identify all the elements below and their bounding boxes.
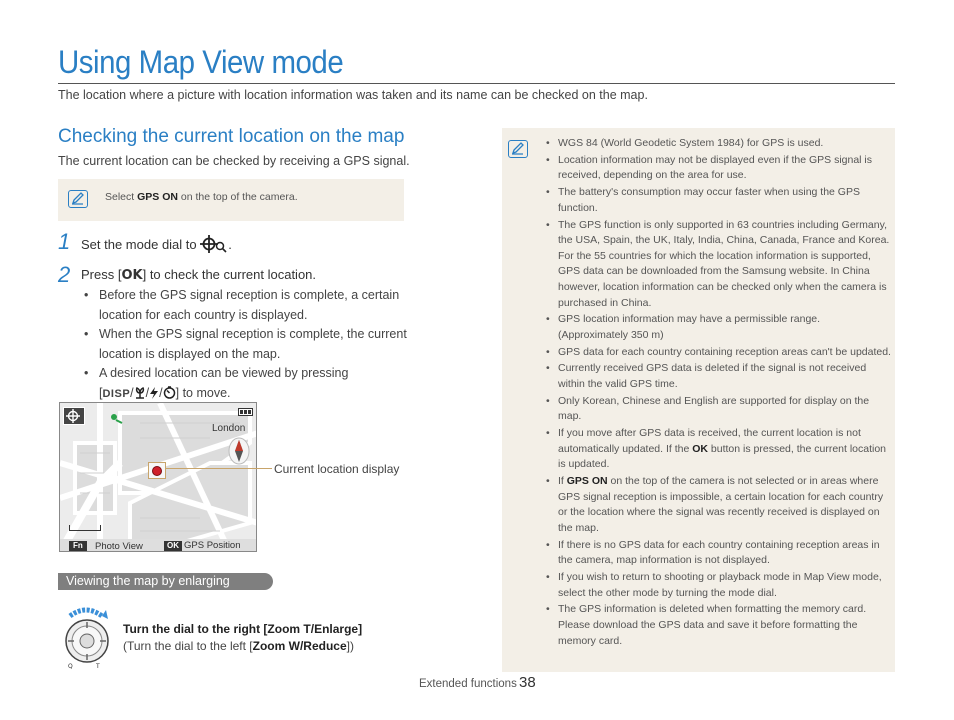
page-title: Using Map View mode [58, 44, 344, 80]
list-item: • The GPS function is only supported in 63 countries including Germany, the USA, Spain, the UK, Italy, India, China, Canada, France and Korea. For the 55 countries for which the location information is supported, GPS data can be downloaded from the Samsung website. In China however, location information can be checked only when the camera is purchased in China. [546, 218, 891, 312]
section-description: The current location can be checked by receiving a GPS signal. [58, 154, 410, 168]
note-box [58, 179, 404, 221]
list-item: • Location information may not be displayed even if the GPS signal is received, depending on the area for use. [546, 153, 891, 184]
svg-text:Q: Q [68, 663, 73, 670]
note-pencil-icon [508, 140, 528, 158]
title-divider [58, 83, 895, 84]
current-location-marker [148, 462, 166, 479]
step-2-number: 2 [58, 262, 71, 287]
zoom-instruction-reverse: (Turn the dial to the left [Zoom W/Reduce]) [123, 639, 354, 653]
ok-key-screen: OK [164, 541, 182, 551]
list-item: • GPS data for each country containing reception areas can't be updated. [546, 345, 891, 361]
map-mode-icon [63, 407, 85, 425]
ok-label: GPS Position [184, 540, 241, 551]
callout-line [165, 468, 272, 469]
list-item: • GPS location information may have a permissible range. (Approximately 350 m) [546, 312, 891, 343]
list-item: • If you move after GPS data is received, the current location is not automatically updated. If the OK button is pressed, the current location is updated. [546, 426, 891, 473]
list-item: • When the GPS signal reception is complete, the current location is displayed on the map. [84, 325, 424, 364]
battery-icon [238, 408, 253, 416]
list-item: • The battery's consumption may occur faster when using the GPS function. [546, 185, 891, 216]
intro-text: The location where a picture with location information was taken and its name can be checked on the map. [58, 88, 648, 102]
callout-text: Current location display [274, 462, 400, 476]
list-item: • If there is no GPS data for each country containing reception areas in the camera, map information is not displayed. [546, 538, 891, 569]
list-item: • If GPS ON on the top of the camera is not selected or in areas where GPS signal reception is impossible, a certain location for each country or the location where the signal was recently received is displayed on the map. [546, 474, 891, 536]
fn-key: Fn [69, 541, 87, 551]
list-item: • The GPS information is deleted when formatting the memory card. Please download the GPS data and save it before formatting the memory card. [546, 602, 891, 649]
gps-signal-icon [109, 411, 123, 429]
section-heading: Checking the current location on the map [58, 126, 405, 147]
ok-key: OK [121, 268, 143, 283]
zoom-dial-icon [62, 606, 112, 670]
footer-section-label: Extended functions [419, 678, 517, 690]
subsection-label: Viewing the map by enlarging [58, 573, 273, 590]
list-item: • WGS 84 (World Geodetic System 1984) for GPS is used. [546, 136, 891, 152]
list-item: • Only Korean, Chinese and English are supported for display on the map. [546, 394, 891, 425]
camera-map-screen [59, 402, 257, 552]
svg-text:T: T [96, 663, 100, 670]
step-2-text: Press [OK] to check the current location. [81, 267, 317, 283]
disp-key: DISP [102, 387, 131, 400]
page-number: 38 [519, 674, 536, 691]
note-pencil-icon [68, 190, 88, 208]
list-item: • A desired location can be viewed by pressing [DISP/ / / ] to move. [84, 364, 424, 405]
side-note-list [546, 136, 891, 650]
map-scale-bar [69, 525, 101, 531]
list-item: • If you wish to return to shooting or playback mode in Map View mode, select the other mode by turning the mode dial. [546, 570, 891, 601]
compass-icon [228, 437, 250, 465]
screen-bottom-bar [60, 539, 257, 552]
step-1-text: Set the mode dial to . [81, 235, 232, 256]
zoom-instruction: Turn the dial to the right [Zoom T/Enlarge] [123, 622, 363, 636]
map-view-mode-icon [200, 235, 228, 256]
note-text: Select GPS ON on the top of the camera. [105, 191, 298, 203]
list-item: • Currently received GPS data is deleted if the signal is not received within the valid GPS time. [546, 361, 891, 392]
side-note-box [502, 128, 895, 672]
step-1-number: 1 [58, 229, 71, 254]
city-label: London [212, 423, 246, 434]
list-item: • Before the GPS signal reception is complete, a certain location for each country is displayed. [84, 286, 424, 325]
step-2-bullets [84, 286, 424, 405]
fn-label: Photo View [95, 541, 143, 552]
